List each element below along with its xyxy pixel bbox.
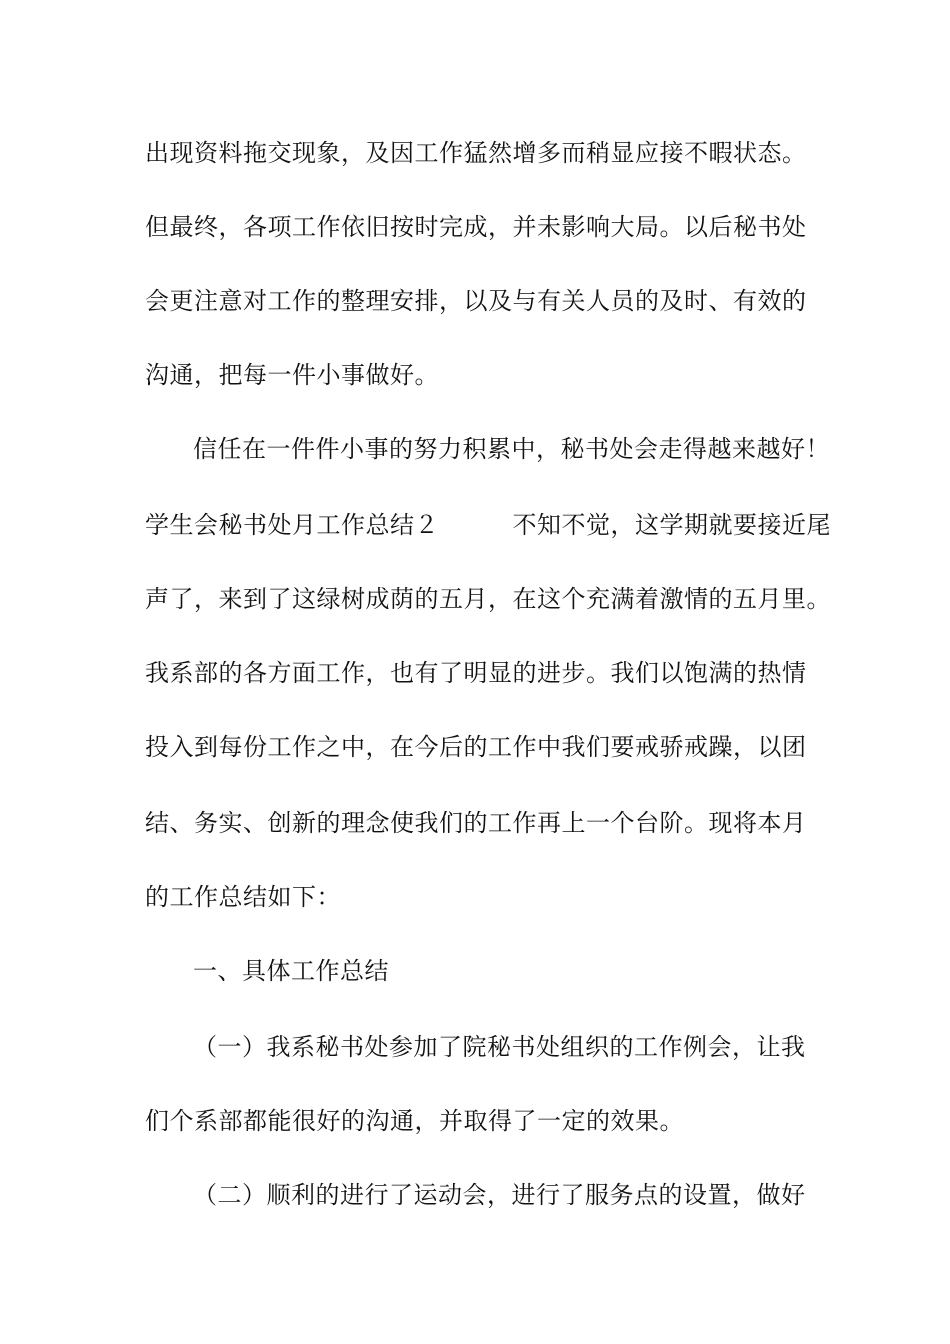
text-line: 沟通，把每一件小事做好。 [145, 361, 439, 389]
paragraph-first-line: 信任在一件件小事的努力积累中，秘书处会走得越来越好！ [193, 435, 830, 463]
heading-line: 一、具体工作总结 [193, 957, 389, 985]
text-line: 们个系部都能很好的沟通，并取得了一定的效果。 [145, 1107, 684, 1135]
section-title-line: 学生会秘书处月工作总结２ 不知不觉，这学期就要接近尾 [145, 511, 831, 539]
list-item-first-line: （一）我系秘书处参加了院秘书处组织的工作例会，让我 [193, 1033, 806, 1061]
text-line: 但最终，各项工作依旧按时完成，并未影响大局。以后秘书处 [145, 213, 807, 241]
text-line: 结、务实、创新的理念使我们的工作再上一个台阶。现将本月 [145, 809, 807, 837]
text-line: 的工作总结如下： [145, 883, 341, 911]
list-item-first-line: （二）顺利的进行了运动会，进行了服务点的设置，做好 [193, 1181, 806, 1209]
text-line: 出现资料拖交现象，及因工作猛然增多而稍显应接不暇状态。 [145, 139, 807, 167]
text-line: 声了，来到了这绿树成荫的五月，在这个充满着激情的五月里。 [145, 585, 831, 613]
text-line: 会更注意对工作的整理安排，以及与有关人员的及时、有效的 [145, 287, 807, 315]
text-line: 投入到每份工作之中，在今后的工作中我们要戒骄戒躁，以团 [145, 733, 807, 761]
text-line: 我系部的各方面工作，也有了明显的进步。我们以饱满的热情 [145, 659, 807, 687]
